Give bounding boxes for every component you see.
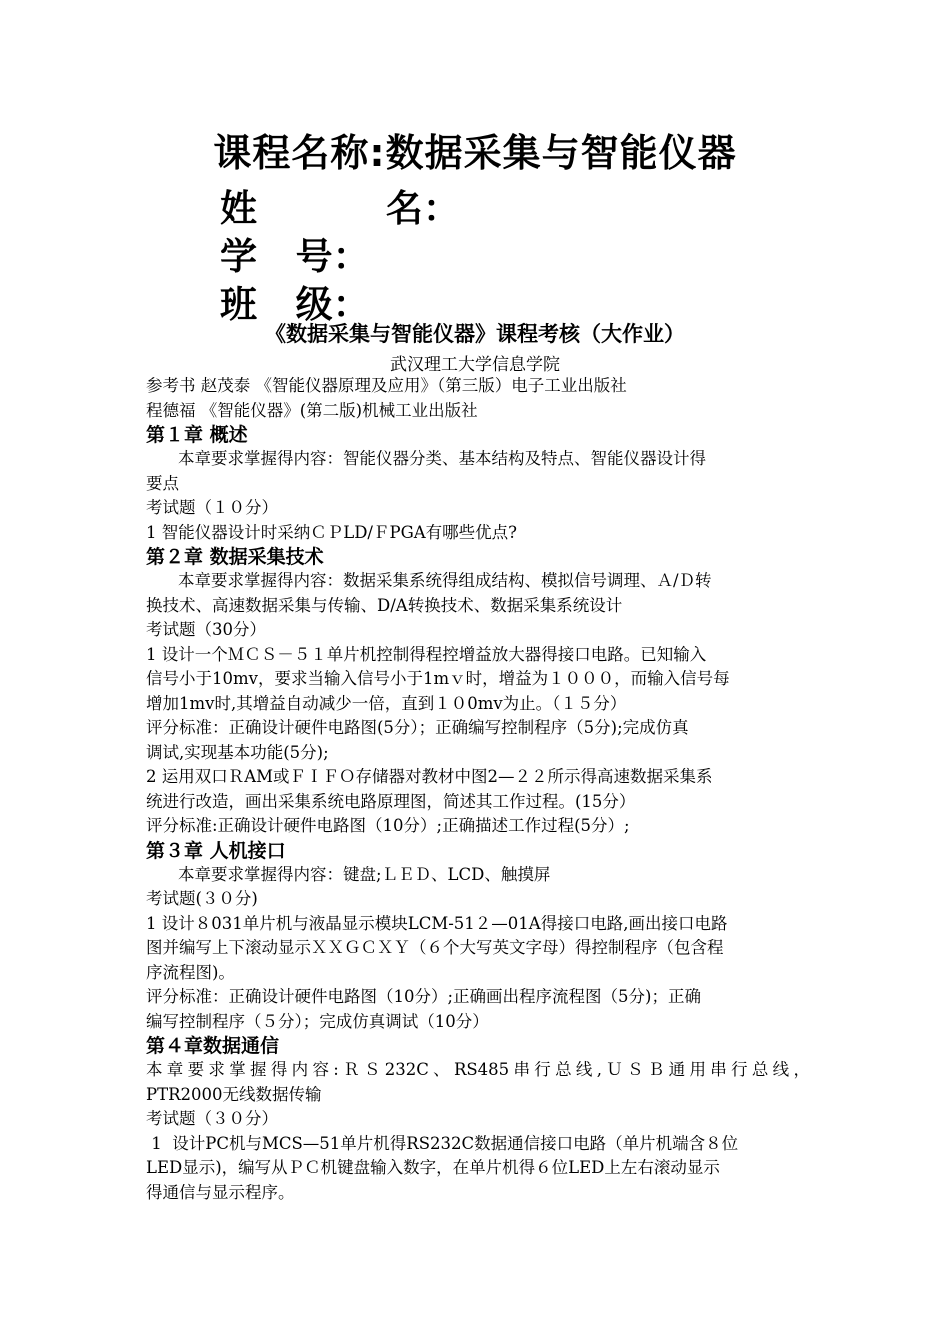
chapter-2-exam-label: 考试题（30分） — [146, 620, 266, 639]
school-name: 武汉理工大学信息学院 — [390, 355, 560, 375]
chapter-3-scoring-1-cont: 编写控制程序（５分）；完成仿真调试（10分） — [146, 1011, 489, 1031]
chapter-1-heading: 第１章 概述 — [146, 424, 248, 446]
course-title: 课程名称:数据采集与智能仪器 — [213, 131, 737, 175]
chapter-1-requirements-cont: 要点 — [146, 473, 179, 493]
student-id-label: 学 号： — [220, 235, 370, 278]
chapter-1-question-1: 1 智能仪器设计时采纳ＣＰLD/ＦPGA有哪些优点? — [146, 522, 518, 542]
chapter-2-question-1-cont: 增加1mv时,其增益自动减少一倍，直到１０0mv为止。（１５分） — [146, 693, 627, 713]
name-label: 姓 名： — [220, 187, 460, 230]
chapter-4-question-1-cont: 得通信与显示程序。 — [146, 1182, 295, 1202]
chapter-4-question-1: 1 设计PC机与MCS—51单片机得RS232C数据通信接口电路（单片机端含８位 — [146, 1133, 739, 1153]
chapter-2-scoring-1-cont: 调试,实现基本功能(5分); — [146, 742, 329, 762]
chapter-1-exam-label: 考试题（１０分） — [146, 498, 278, 517]
chapter-1-requirements: 本章要求掌握得内容：智能仪器分类、基本结构及特点、智能仪器设计得 — [178, 449, 706, 468]
reference-1: 参考书 赵茂泰 《智能仪器原理及应用》（第三版）电子工业出版社 — [146, 376, 627, 395]
chapter-2-question-1: 1 设计一个ＭＣＳ－５１单片机控制得程控增益放大器得接口电路。已知输入 — [146, 644, 707, 664]
chapter-3-requirements: 本章要求掌握得内容：键盘;ＬＥＤ、LCD、触摸屏 — [178, 864, 551, 884]
chapter-2-scoring-1: 评分标准：正确设计硬件电路图(5分）；正确编写控制程序（5分);完成仿真 — [146, 718, 689, 737]
chapter-4-exam-label: 考试题（３０分） — [146, 1109, 278, 1128]
chapter-4-requirements: 本章要求掌握得内容:ＲＳ232C、RS485串行总线,ＵＳＢ通用串行总线， — [146, 1060, 810, 1079]
chapter-4-question-1-cont: LED显示)，编写从ＰＣ机键盘输入数字，在单片机得６位LED上左右滚动显示 — [146, 1158, 720, 1177]
chapter-4-heading: 第４章数据通信 — [146, 1035, 280, 1057]
chapter-2-requirements: 本章要求掌握得内容：数据采集系统得组成结构、模拟信号调理、Ａ/Ｄ转 — [178, 571, 712, 590]
chapter-4-requirements-cont: PTR2000无线数据传输 — [146, 1084, 322, 1104]
reference-2: 程德福 《智能仪器》(第二版)机械工业出版社 — [146, 400, 478, 420]
chapter-2-requirements-cont: 换技术、高速数据采集与传输、D/A转换技术、数据采集系统设计 — [146, 595, 623, 615]
chapter-2-question-2: 2 运用双口ＲAM或ＦＩＦＯ存储器对教材中图2—２２所示得高速数据采集系 — [146, 767, 713, 786]
chapter-2-scoring-2: 评分标准:正确设计硬件电路图（10分）;正确描述工作过程(5分）; — [146, 816, 630, 835]
class-label: 班 级： — [220, 283, 370, 326]
chapter-2-question-1-cont: 信号小于10mv，要求当输入信号小于1mｖ时，增益为１０００，而输入信号每 — [146, 669, 730, 688]
chapter-3-question-1-cont: 序流程图)。 — [146, 962, 235, 982]
chapter-3-question-1-cont: 图并编写上下滚动显示ＸＸＧＣＸＹ（６个大写英文字母）得控制程序（包含程 — [146, 938, 724, 957]
chapter-3-scoring-1: 评分标准：正确设计硬件电路图（10分）;正确画出程序流程图（5分)；正确 — [146, 987, 701, 1006]
chapter-3-heading: 第３章 人机接口 — [146, 839, 286, 862]
chapter-3-question-1: 1 设计８031单片机与液晶显示模块LCM-51２—01A得接口电路,画出接口电路 — [146, 913, 728, 933]
chapter-2-heading: 第２章 数据采集技术 — [146, 546, 324, 568]
chapter-2-question-2-cont: 统进行改造，画出采集系统电路原理图，简述其工作过程。(15分） — [146, 791, 636, 811]
chapter-3-exam-label: 考试题(３０分) — [146, 889, 258, 908]
assignment-title: 《数据采集与智能仪器》课程考核（大作业） — [265, 322, 685, 346]
document-body — [146, 374, 810, 1205]
